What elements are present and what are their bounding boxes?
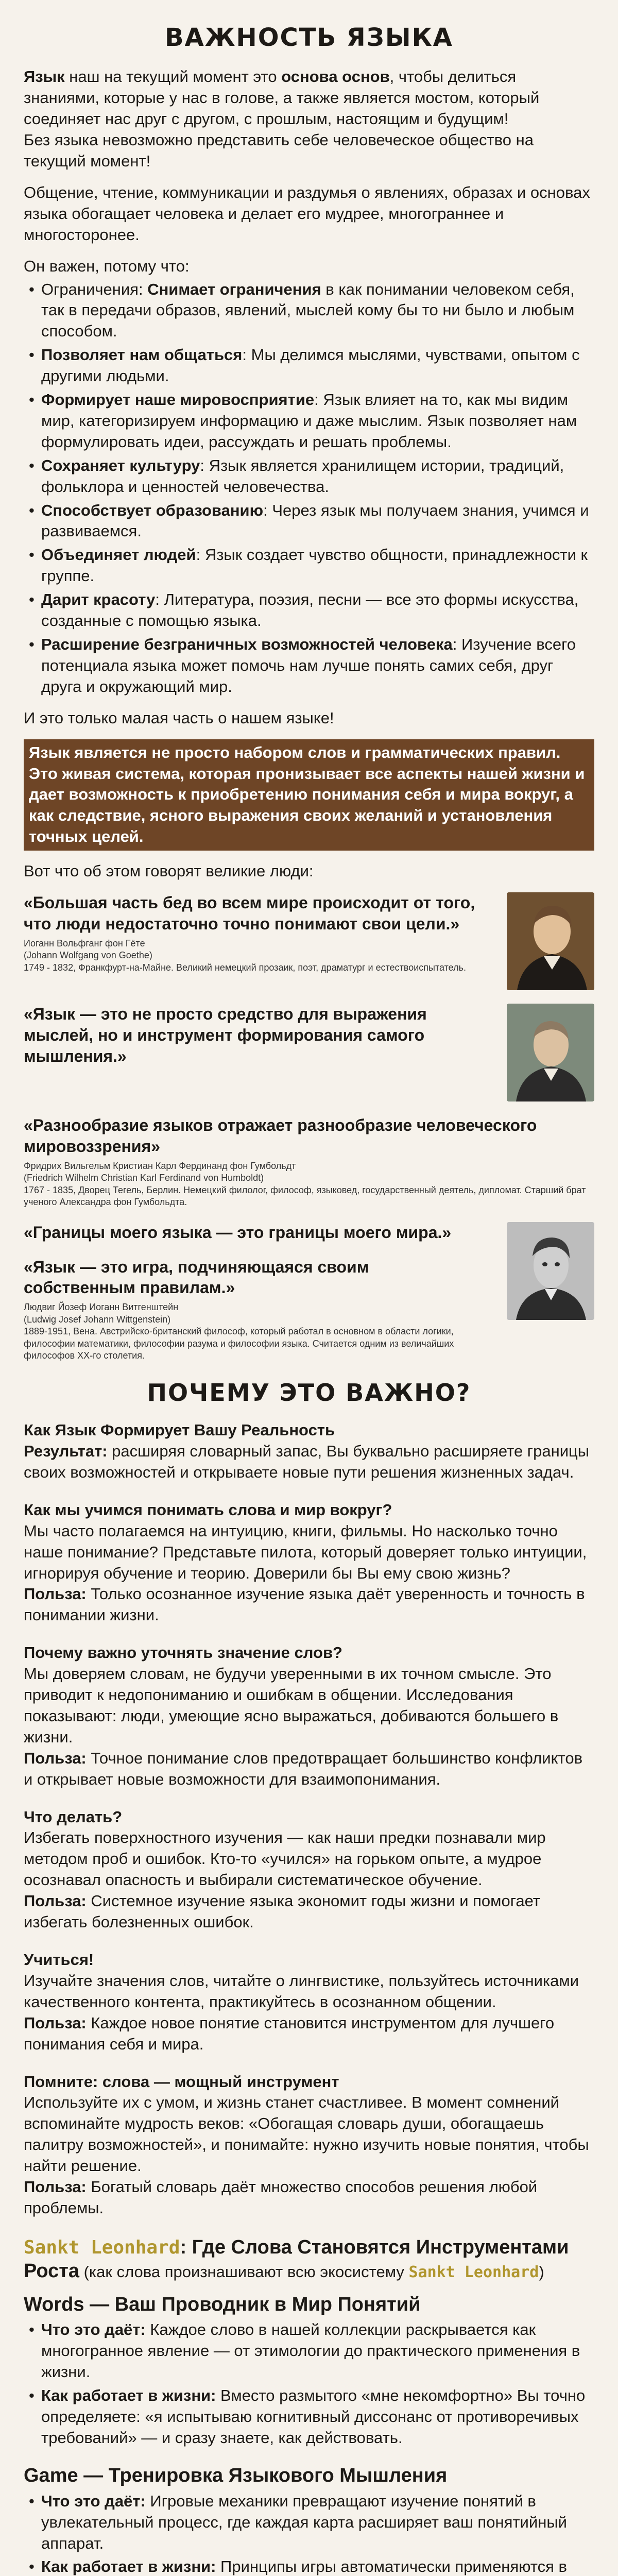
brand-name: Sankt Leonhard <box>24 2236 180 2258</box>
quote-item <box>24 1004 594 1101</box>
block-result <box>24 1441 594 1483</box>
why-blocks <box>24 1420 594 2219</box>
intro-bold: основа основ <box>281 67 390 86</box>
quote-author-bio: 1767 - 1835, Дворец Тегель, Берлин. Немецкий филолог, философ, языковед, государственный деятель, дипломат. Старший брат ученого Александра фон Гумбольдта. <box>24 1184 586 1208</box>
reason-bold: Объединяет людей <box>41 546 196 564</box>
reason-item <box>27 455 594 498</box>
where-note: ) <box>539 2263 544 2281</box>
why-title: ПОЧЕМУ ЭТО ВАЖНО? <box>147 1379 471 1407</box>
products-section <box>24 2293 594 2576</box>
quote-author-bio: 1889-1951, Вена. Австрийско-британский философ, который работал в основном в области логики, философии математики, философии разума и философии языка. Считается одним из величайших философов XX-го столетия. <box>24 1326 454 1361</box>
reason-bold: Снимает ограничения <box>147 280 321 298</box>
block-body: Мы часто полагаемся на интуицию, книги, фильмы. Но насколько точно наше понимание? Представьте пилота, который доверяет только интуиции, игнорируя обучение и теорию. Доверили бы Вы ему свою жизнь? <box>24 1521 587 1582</box>
why-block <box>24 1420 594 1483</box>
reason-text: : Язык влияет на то, как мы видим мир, категоризируем информацию и даже мыслим. Язык позволяет нам формулировать идеи, рассуждать и решать проблемы. <box>41 391 577 451</box>
reason-item <box>27 589 594 632</box>
reason-bold: Способствует образованию <box>41 501 264 519</box>
how-text: Принципы игры автоматически применяются в <box>220 2557 567 2576</box>
block-use <box>24 2013 594 2055</box>
reason-item <box>27 389 594 453</box>
result-text: расширяя словарный запас, Вы буквально расширяете границы своих возможностей и открываете новые пути решения жизненных задач. <box>24 1442 590 1481</box>
how-label: Как работает в жизни: <box>41 2386 216 2404</box>
block-body: Мы доверяем словам, не будучи уверенными в их точном смысле. Это приводит к недопониманию и ошибкам в общении. Исследования показывают: люди, умеющие ясно выражаться, добиваются большего в жизни. <box>24 1665 559 1746</box>
quote-item <box>24 1222 594 1362</box>
use-label: Польза: <box>24 1749 87 1767</box>
block-question: Что делать? <box>24 1807 123 1826</box>
block-use <box>24 2177 594 2219</box>
block-use <box>24 1748 594 1790</box>
product-name: Words <box>24 2293 84 2315</box>
use-label: Польза: <box>24 1892 87 1910</box>
quote-text: «Большая часть бед во всем мире происходит от того, что люди недостаточно точно понимают свои цели.» <box>24 893 475 934</box>
reason-text: : Через язык мы получаем знания, учимся и развиваемся. <box>41 501 589 540</box>
how-label: Как работает в жизни: <box>41 2557 216 2576</box>
where-note: (как слова произнашивают всю экосистему <box>79 2263 409 2281</box>
block-question: Как Язык Формирует Вашу Реальность <box>24 1421 335 1439</box>
block-use <box>24 1891 594 1933</box>
product-block <box>24 2293 594 2449</box>
block-body: Изучайте значения слов, читайте о лингвистике, пользуйтесь источниками качественного контента, практикуйтесь в осознанном общении. <box>24 1971 579 2011</box>
quote-item <box>24 1115 594 1208</box>
reason-item <box>27 345 594 387</box>
quote-author-latin: (Ludwig Josef Johann Wittgenstein) <box>24 1314 171 1325</box>
quote-text: «Язык — это не просто средство для выражения мыслей, но и инструмент формирования самого мышления.» <box>24 1005 427 1065</box>
reason-bold: Формирует наше мировосприятие <box>41 391 315 409</box>
page-title: ВАЖНОСТЬ ЯЗЫКА <box>165 23 453 52</box>
block-use <box>24 1584 594 1626</box>
where-title: : Где Слова Становятся Инструментами Роста <box>24 2236 569 2282</box>
reason-text: : Язык является хранилищем истории, традиций, фольклора и ценностей человечества. <box>41 456 564 496</box>
reason-item <box>27 545 594 587</box>
quotes-section <box>24 892 594 1362</box>
intro-bold-yazyk: Язык <box>24 67 65 86</box>
block-body: Избегать поверхностного изучения — как наши предки познавали мир методом проб и ошибок. Кто-то «учился» на горьком опыте, а мудрое осознавал опасность и выбирали систематическое обучение. <box>24 1828 546 1889</box>
product-what <box>27 2319 594 2383</box>
why-block <box>24 1500 594 1626</box>
intro-text: , чтобы делиться знаниями, которые у нас в голове, а также является мостом, который соединяет нас друг с другом, с прошлым, настоящим и будущим! <box>24 67 540 128</box>
what-label: Что это даёт: <box>41 2320 146 2338</box>
reason-text: : Изучение всего потенциала языка может помочь нам лучше понять самих себя, друг друга и окружающий мир. <box>41 635 576 696</box>
block-question: Учиться! <box>24 1951 94 1969</box>
use-text: Каждое новое понятие становится инструментом для лучшего понимания себя и мира. <box>24 2013 555 2053</box>
wittgenstein-portrait <box>507 1222 594 1320</box>
block-question: Помните: слова — мощный инструмент <box>24 2072 339 2091</box>
humboldt-portrait <box>507 1004 594 1101</box>
quote-text: «Границы моего языка — это границы моего мира.» <box>24 1223 452 1242</box>
quote-author: Фридрих Вильгельм Кристиан Карл Фердинанд фон Гумбольдт <box>24 1160 296 1171</box>
why-block <box>24 2072 594 2219</box>
product-how <box>27 2385 594 2449</box>
quotes-intro: Вот что об этом говорят великие люди: <box>24 862 314 880</box>
intro-paragraph-3: Он важен, потому что: <box>24 257 190 275</box>
reason-item <box>27 634 594 698</box>
goethe-portrait <box>507 892 594 990</box>
use-text: Только осознанное изучение языка даёт уверенность и точность в понимании жизни. <box>24 1585 585 1624</box>
reason-bold: Расширение безграничных возможностей человека <box>41 635 453 654</box>
product-title: — Ваш Проводник в Мир Понятий <box>84 2293 421 2315</box>
quote-author: Людвиг Йозеф Иоганн Витгенштейн <box>24 1302 179 1313</box>
use-text: Богатый словарь даёт множество способов решения любой проблемы. <box>24 2178 538 2217</box>
use-label: Польза: <box>24 1585 87 1603</box>
block-question: Как мы учимся понимать слова и мир вокруг? <box>24 1500 392 1519</box>
use-text: Системное изучение языка экономит годы жизни и помогает избегать болезненных ошибок. <box>24 1892 540 1931</box>
product-heading <box>24 2464 594 2487</box>
reason-item <box>27 279 594 343</box>
highlight-block <box>24 739 594 851</box>
highlight-text: Язык является не просто набором слов и грамматических правил. Это живая система, которая пронизывает все аспекты нашей жизни и дает возможность к приобретению понимания себя и мира вокруг, а как следствие, ясного выражения своих желаний и установления точных целей. <box>24 739 594 851</box>
block-question: Почему важно уточнять значение слов? <box>24 1643 342 1662</box>
why-block <box>24 1642 594 1790</box>
product-name: Game <box>24 2465 78 2487</box>
reason-item <box>27 500 594 543</box>
quote-author-bio: 1749 - 1832, Франкфурт-на-Майне. Великий немецкий прозаик, поэт, драматург и естествоиспытатель. <box>24 962 466 973</box>
product-what <box>27 2491 594 2554</box>
how-text: Вместо размытого «мне некомфортно» Вы точно определяете: «я испытываю когнитивный диссонанс от противоречивых требований» — и сразу знаете, как действовать. <box>41 2386 586 2447</box>
what-label: Что это даёт: <box>41 2492 146 2510</box>
quote-author-latin: (Johann Wolfgang von Goethe) <box>24 950 152 961</box>
small-part-note: И это только малая часть о нашем языке! <box>24 708 334 727</box>
why-block <box>24 1807 594 1933</box>
intro-text: наш на текущий момент это <box>64 67 282 86</box>
use-text: Точное понимание слов предотвращает большинство конфликтов и открывает новые возможности для взаимопонимания. <box>24 1749 583 1788</box>
use-label: Польза: <box>24 2013 87 2032</box>
reason-text: : Язык создает чувство общности, принадлежности к группе. <box>41 546 588 585</box>
product-block <box>24 2464 594 2576</box>
quote-text: «Язык — это игра, подчиняющаяся своим собственным правилам.» <box>24 1257 369 1297</box>
quote-author: Иоганн Вольфганг фон Гёте <box>24 938 145 948</box>
quote-author-latin: (Friedrich Wilhelm Christian Karl Ferdinand von Humboldt) <box>24 1173 264 1183</box>
reason-label: Ограничения: <box>41 280 148 298</box>
product-how <box>27 2556 594 2576</box>
quote-item <box>24 892 594 990</box>
what-text: Каждое слово в нашей коллекции раскрывается как многогранное явление — от этимологии до практического применения в жизни. <box>41 2320 580 2381</box>
reason-text: в как понимании человеком себя, так в передачи образов, явлений, мыслей кому бы то ни было и любым способом. <box>41 280 575 341</box>
reason-text: : Литература, поэзия, песни — все это формы искусства, созданные с помощью языка. <box>41 590 579 630</box>
result-label: Результат: <box>24 1442 108 1460</box>
reason-text: : Мы делимся мыслями, чувствами, опытом с другими людьми. <box>41 346 580 385</box>
quote-text: «Разнообразие языков отражает разнообразие человеческого мировоззрения» <box>24 1116 537 1156</box>
reason-bold: Позволяет нам общаться <box>41 346 243 364</box>
intro-text: Без языка невозможно представить себе человеческое общество на текущий момент! <box>24 131 534 170</box>
reasons-list <box>27 279 594 698</box>
product-heading <box>24 2293 594 2316</box>
where-heading <box>24 2235 594 2283</box>
why-block <box>24 1950 594 2055</box>
intro-paragraph <box>24 66 594 172</box>
what-text: Игровые механики превращают изучение понятий в увлекательный процесс, где каждая карта расширяет ваш понятийный аппарат. <box>41 2492 567 2552</box>
intro-paragraph-2: Общение, чтение, коммуникации и раздумья о явлениях, образах и основах языка обогащает человека и делает его мудрее, многограннее и многосторонее. <box>24 183 590 244</box>
use-label: Польза: <box>24 2178 87 2196</box>
product-title: — Тренировка Языкового Мышления <box>78 2465 448 2487</box>
block-body: Используйте их с умом, и жизнь станет счастливее. В момент сомнений вспоминайте мудрость веков: «Обогащая словарь души, обогащаешь палитру возможностей», и понимайте: нужно изучить новые понятия, чтобы найти решение. <box>24 2093 589 2175</box>
brand-name: Sankt Leonhard <box>408 2263 539 2282</box>
reason-bold: Дарит красоту <box>41 590 156 609</box>
reason-bold: Сохраняет культуру <box>41 456 200 474</box>
